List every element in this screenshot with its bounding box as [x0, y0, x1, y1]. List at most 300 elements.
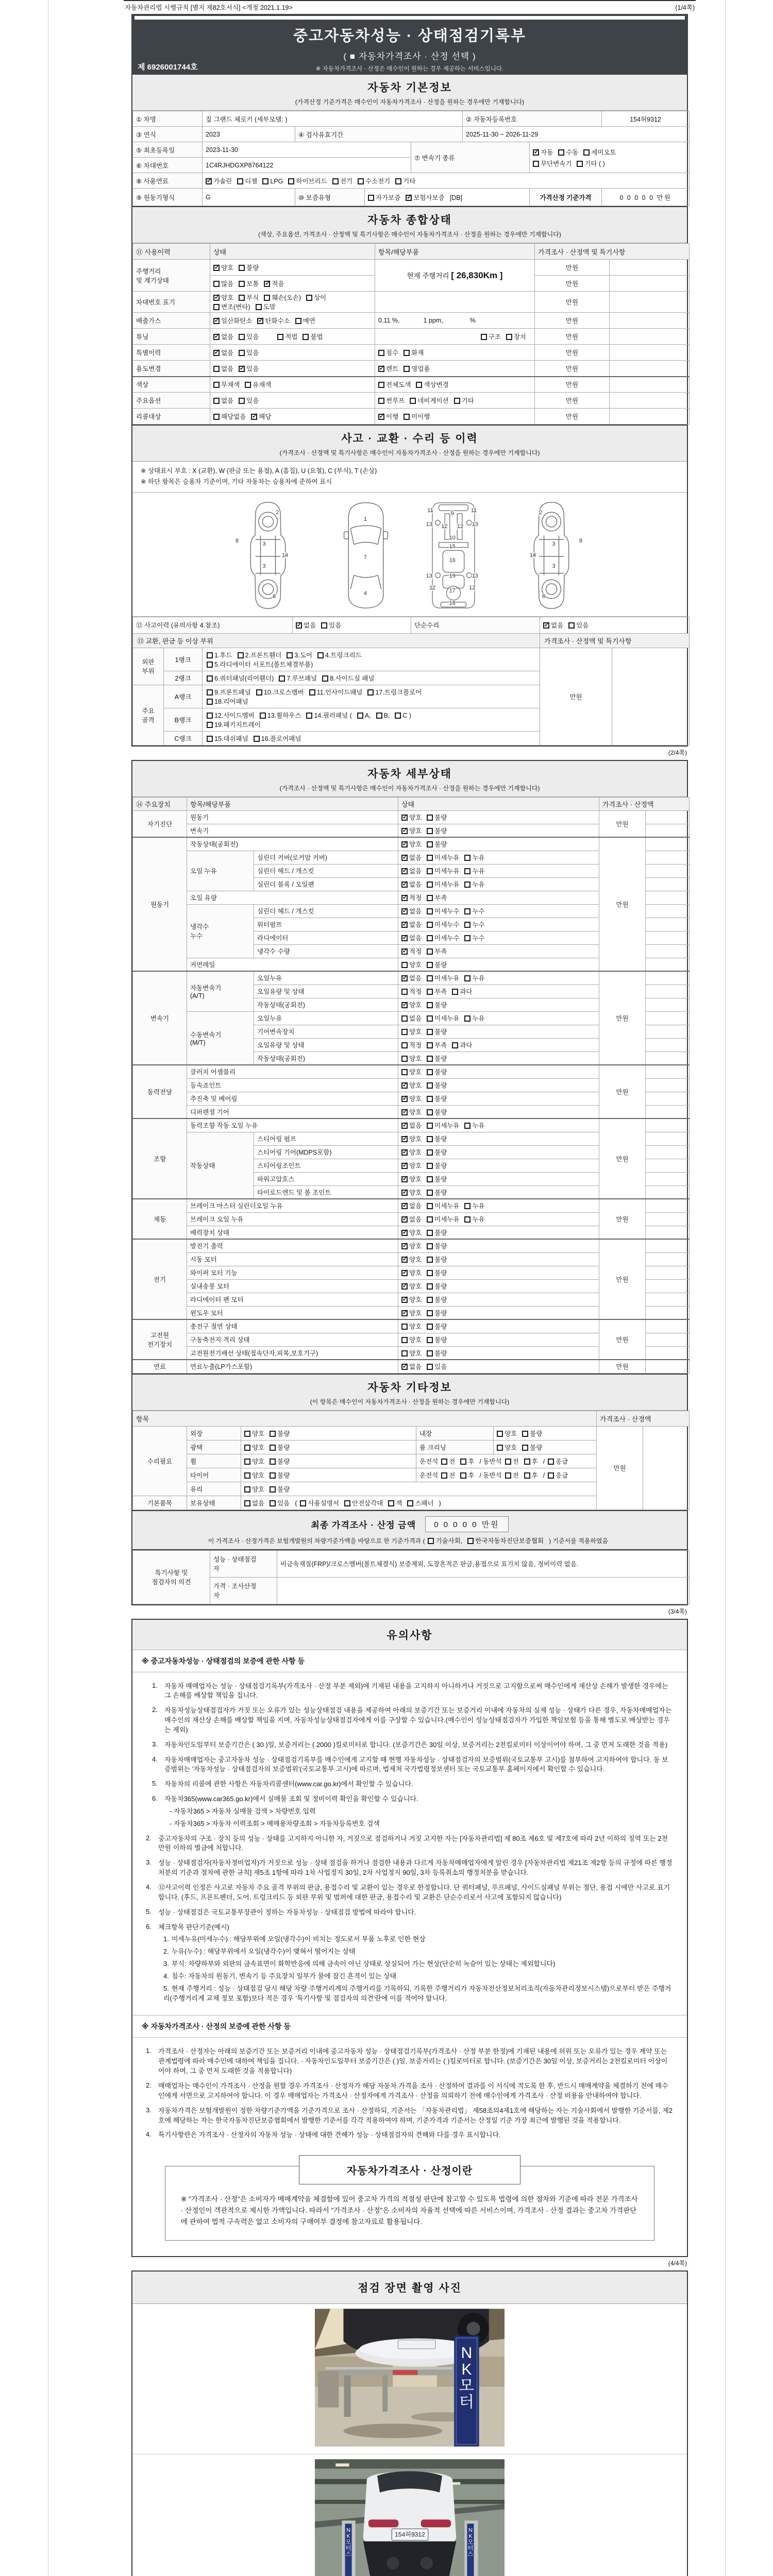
- checkbox-icon[interactable]: [427, 1015, 433, 1022]
- checkbox-icon[interactable]: [427, 935, 433, 941]
- checkbox-option[interactable]: ✓ 양호: [401, 1295, 422, 1304]
- checkbox-checked-icon[interactable]: [401, 1109, 408, 1115]
- checkbox-option[interactable]: 없음: [401, 1013, 422, 1023]
- checkbox-option[interactable]: 기술사회,: [428, 1536, 462, 1545]
- checkbox-icon[interactable]: [428, 1538, 434, 1544]
- checkbox-option[interactable]: 불량: [522, 1443, 542, 1452]
- checkbox-option[interactable]: 누유: [464, 1121, 484, 1130]
- checkbox-option[interactable]: 전: [441, 1470, 455, 1480]
- checkbox-checked-icon[interactable]: [378, 366, 384, 372]
- checkbox-option[interactable]: 불량: [270, 1429, 290, 1438]
- checkbox-option[interactable]: 부족: [427, 1040, 447, 1049]
- checkbox-checked-icon[interactable]: [543, 622, 549, 629]
- checkbox-icon[interactable]: [427, 1364, 433, 1370]
- checkbox-option[interactable]: ✓양호: [213, 293, 233, 302]
- checkbox-option[interactable]: 전체도색: [378, 380, 411, 389]
- checkbox-checked-icon[interactable]: [401, 841, 408, 848]
- checkbox-option[interactable]: 응급: [548, 1470, 568, 1480]
- checkbox-option[interactable]: 불량: [427, 1094, 447, 1103]
- checkbox-option[interactable]: 있음: [427, 1362, 447, 1371]
- checkbox-option[interactable]: 누유: [464, 879, 484, 889]
- checkbox-icon[interactable]: [395, 713, 401, 719]
- checkbox-icon[interactable]: [427, 1123, 433, 1129]
- checkbox-option[interactable]: 불량: [427, 1134, 447, 1143]
- checkbox-icon[interactable]: [464, 908, 470, 914]
- checkbox-option[interactable]: 15.대쉬패널: [207, 734, 248, 743]
- checkbox-option[interactable]: 9.프론트패널: [207, 687, 251, 697]
- checkbox-checked-icon[interactable]: [378, 414, 384, 420]
- checkbox-checked-icon[interactable]: [401, 1216, 408, 1223]
- checkbox-icon[interactable]: [256, 689, 262, 696]
- checkbox-icon[interactable]: [239, 334, 245, 340]
- checkbox-icon[interactable]: [239, 350, 245, 356]
- checkbox-checked-icon[interactable]: [401, 1297, 408, 1303]
- checkbox-icon[interactable]: [207, 652, 213, 658]
- checkbox-icon[interactable]: [238, 652, 244, 658]
- checkbox-icon[interactable]: [427, 1176, 433, 1182]
- checkbox-option[interactable]: 불량: [522, 1429, 542, 1438]
- checkbox-option[interactable]: 적정: [401, 1040, 422, 1049]
- checkbox-icon[interactable]: [427, 908, 433, 914]
- checkbox-icon[interactable]: [213, 382, 220, 388]
- checkbox-icon[interactable]: [452, 989, 458, 995]
- checkbox-option[interactable]: 부족: [427, 946, 447, 956]
- checkbox-icon[interactable]: [427, 1257, 433, 1263]
- checkbox-icon[interactable]: [256, 304, 262, 310]
- checkbox-icon[interactable]: [427, 948, 433, 955]
- checkbox-option[interactable]: ✓ 일산화탄소: [213, 316, 252, 325]
- checkbox-icon[interactable]: [568, 622, 575, 629]
- checkbox-checked-icon[interactable]: [401, 1283, 408, 1290]
- checkbox-icon[interactable]: [427, 1243, 433, 1249]
- checkbox-checked-icon[interactable]: [401, 1082, 408, 1089]
- checkbox-icon[interactable]: [213, 398, 220, 404]
- checkbox-option[interactable]: 불량: [427, 1295, 447, 1304]
- checkbox-option[interactable]: ✓ 양호: [401, 1147, 422, 1157]
- checkbox-option[interactable]: 양호: [244, 1484, 264, 1494]
- checkbox-icon[interactable]: [277, 334, 283, 340]
- checkbox-option[interactable]: 불량: [427, 839, 447, 849]
- checkbox-icon[interactable]: [378, 398, 384, 404]
- checkbox-option[interactable]: ✓ 적정: [401, 946, 422, 956]
- checkbox-option[interactable]: ✓ 양호: [401, 1281, 422, 1291]
- checkbox-icon[interactable]: [244, 1445, 250, 1451]
- checkbox-option[interactable]: ✓ 양호: [401, 1080, 422, 1090]
- checkbox-checked-icon[interactable]: [401, 1230, 408, 1236]
- checkbox-icon[interactable]: [427, 1283, 433, 1290]
- checkbox-icon[interactable]: [344, 1500, 350, 1506]
- checkbox-icon[interactable]: [427, 1297, 433, 1303]
- checkbox-checked-icon[interactable]: [401, 1243, 408, 1249]
- checkbox-checked-icon[interactable]: [401, 908, 408, 914]
- checkbox-option[interactable]: ✓ 없음: [401, 879, 422, 889]
- checkbox-icon[interactable]: [213, 304, 220, 310]
- checkbox-checked-icon[interactable]: [401, 1149, 408, 1156]
- checkbox-option[interactable]: 불량: [427, 1067, 447, 1076]
- checkbox-option[interactable]: 불량: [270, 1470, 290, 1480]
- checkbox-option[interactable]: 양호: [401, 1348, 422, 1358]
- checkbox-option[interactable]: 4.트렁크리드: [317, 650, 362, 659]
- checkbox-icon[interactable]: [427, 1216, 433, 1223]
- checkbox-icon[interactable]: [237, 178, 243, 184]
- checkbox-option[interactable]: 보통: [239, 279, 259, 288]
- checkbox-option[interactable]: ✓ 없음: [543, 620, 563, 630]
- checkbox-option[interactable]: 미세누유: [427, 879, 459, 889]
- checkbox-option[interactable]: 훼손(오손): [264, 293, 301, 302]
- checkbox-option[interactable]: B,: [376, 712, 390, 719]
- checkbox-icon[interactable]: [395, 178, 401, 184]
- checkbox-option[interactable]: 불량: [427, 1161, 447, 1170]
- checkbox-icon[interactable]: [427, 1029, 433, 1035]
- checkbox-option[interactable]: ✓ 양호: [401, 1094, 422, 1103]
- checkbox-option[interactable]: A,: [357, 712, 371, 719]
- checkbox-option[interactable]: 누수: [464, 906, 484, 916]
- checkbox-option[interactable]: 부식: [239, 293, 259, 302]
- checkbox-option[interactable]: ✓ 보험사보증: [406, 193, 444, 202]
- checkbox-checked-icon[interactable]: [206, 178, 212, 184]
- checkbox-option[interactable]: 디젤: [237, 176, 257, 185]
- checkbox-option[interactable]: 미세누유: [427, 1121, 459, 1130]
- checkbox-option[interactable]: ✓ 양호: [401, 1174, 422, 1183]
- checkbox-option[interactable]: 양호: [244, 1443, 264, 1452]
- checkbox-option[interactable]: 불량: [427, 1080, 447, 1090]
- checkbox-option[interactable]: ✓ 없음: [401, 906, 422, 916]
- checkbox-option[interactable]: 7.루브패널: [279, 673, 317, 683]
- checkbox-option[interactable]: 자가보증: [368, 193, 400, 202]
- checkbox-icon[interactable]: [244, 1472, 250, 1479]
- checkbox-option[interactable]: 18.리어패널: [207, 697, 248, 706]
- checkbox-option[interactable]: 불량: [427, 960, 447, 969]
- checkbox-option[interactable]: ✓ 없음: [401, 866, 422, 875]
- checkbox-checked-icon[interactable]: [401, 1096, 408, 1102]
- checkbox-icon[interactable]: [270, 1472, 276, 1479]
- checkbox-icon[interactable]: [270, 1500, 276, 1506]
- checkbox-icon[interactable]: [264, 295, 270, 301]
- checkbox-icon[interactable]: [358, 178, 364, 184]
- checkbox-option[interactable]: 12.사이드멤버: [207, 710, 255, 720]
- checkbox-option[interactable]: 무단변속기: [533, 159, 572, 168]
- checkbox-icon[interactable]: [464, 935, 470, 941]
- checkbox-icon[interactable]: [464, 1216, 470, 1223]
- checkbox-option[interactable]: 사용설명서: [300, 1498, 339, 1507]
- checkbox-option[interactable]: 누수: [464, 933, 484, 942]
- checkbox-option[interactable]: 불량: [270, 1484, 290, 1494]
- checkbox-checked-icon[interactable]: [213, 265, 220, 271]
- checkbox-option[interactable]: ✓ 적정: [401, 893, 422, 902]
- checkbox-option[interactable]: ✓ 양호: [401, 826, 422, 835]
- checkbox-option[interactable]: 후: [524, 1456, 538, 1466]
- checkbox-option[interactable]: 없음: [213, 364, 233, 373]
- checkbox-option[interactable]: 양호: [497, 1443, 517, 1452]
- checkbox-icon[interactable]: [309, 689, 315, 696]
- checkbox-checked-icon[interactable]: [401, 1002, 408, 1008]
- checkbox-option[interactable]: ✓ 없음: [401, 933, 422, 942]
- checkbox-option[interactable]: 수소전기: [358, 176, 390, 185]
- checkbox-option[interactable]: 미세누수: [427, 906, 459, 916]
- checkbox-option[interactable]: ✓ 없음: [213, 332, 233, 341]
- checkbox-checked-icon[interactable]: [401, 1123, 408, 1129]
- checkbox-icon[interactable]: [427, 1042, 433, 1048]
- checkbox-checked-icon[interactable]: [401, 948, 408, 955]
- checkbox-icon[interactable]: [454, 398, 460, 404]
- checkbox-checked-icon[interactable]: [401, 1310, 408, 1316]
- checkbox-option[interactable]: 구조: [481, 332, 501, 341]
- checkbox-option[interactable]: 있음: [568, 620, 589, 630]
- checkbox-option[interactable]: ✓ 양호: [401, 1000, 422, 1009]
- checkbox-icon[interactable]: [460, 1459, 466, 1465]
- checkbox-icon[interactable]: [427, 1270, 433, 1276]
- checkbox-icon[interactable]: [427, 855, 433, 861]
- checkbox-icon[interactable]: [427, 1069, 433, 1075]
- checkbox-icon[interactable]: [427, 1190, 433, 1196]
- checkbox-option[interactable]: 하이브리드: [288, 176, 327, 185]
- checkbox-option[interactable]: ✓ 양호: [401, 1268, 422, 1277]
- checkbox-checked-icon[interactable]: [401, 1203, 408, 1209]
- checkbox-option[interactable]: C ): [395, 712, 411, 719]
- checkbox-option[interactable]: ✓ 렌트: [378, 364, 398, 373]
- checkbox-checked-icon[interactable]: [213, 295, 220, 301]
- checkbox-option[interactable]: ✓ 있음: [239, 364, 259, 373]
- checkbox-option[interactable]: 변조(변타): [213, 302, 250, 311]
- checkbox-icon[interactable]: [300, 1500, 306, 1506]
- checkbox-option[interactable]: 과다: [452, 987, 472, 996]
- checkbox-option[interactable]: 세미오토: [583, 147, 616, 157]
- checkbox-checked-icon[interactable]: [401, 1190, 408, 1196]
- checkbox-icon[interactable]: [427, 1002, 433, 1008]
- checkbox-option[interactable]: 장치: [506, 332, 526, 341]
- checkbox-option[interactable]: 기타 ( ): [577, 159, 604, 168]
- checkbox-option[interactable]: 누유: [464, 1013, 484, 1023]
- checkbox-option[interactable]: ✓ 없음: [401, 1201, 422, 1210]
- checkbox-option[interactable]: 전: [441, 1456, 455, 1466]
- checkbox-option[interactable]: 불량: [270, 1456, 290, 1466]
- checkbox-option[interactable]: 양호: [244, 1456, 264, 1466]
- checkbox-checked-icon[interactable]: [401, 895, 408, 901]
- checkbox-option[interactable]: 부족: [427, 987, 447, 996]
- checkbox-icon[interactable]: [427, 1203, 433, 1209]
- checkbox-icon[interactable]: [207, 689, 213, 696]
- checkbox-icon[interactable]: [427, 1163, 433, 1169]
- checkbox-option[interactable]: 불량: [427, 1147, 447, 1157]
- checkbox-checked-icon[interactable]: [401, 1163, 408, 1169]
- checkbox-option[interactable]: 불량: [427, 1348, 447, 1358]
- checkbox-icon[interactable]: [464, 922, 470, 928]
- checkbox-icon[interactable]: [583, 149, 590, 156]
- checkbox-icon[interactable]: [401, 1324, 408, 1330]
- checkbox-option[interactable]: 미이행: [404, 412, 430, 421]
- checkbox-icon[interactable]: [401, 962, 408, 968]
- checkbox-checked-icon[interactable]: [213, 334, 220, 340]
- checkbox-option[interactable]: 전: [505, 1470, 519, 1480]
- checkbox-icon[interactable]: [287, 652, 293, 658]
- checkbox-option[interactable]: 누유: [464, 973, 484, 982]
- checkbox-option[interactable]: 불량: [427, 812, 447, 822]
- checkbox-checked-icon[interactable]: [401, 868, 408, 874]
- checkbox-option[interactable]: ✓ 탄화수소: [257, 316, 290, 325]
- checkbox-option[interactable]: ✓ 양호: [401, 1188, 422, 1197]
- checkbox-icon[interactable]: [239, 265, 245, 271]
- checkbox-icon[interactable]: [407, 1500, 413, 1506]
- checkbox-icon[interactable]: [464, 882, 470, 888]
- checkbox-icon[interactable]: [427, 989, 433, 995]
- checkbox-icon[interactable]: [464, 868, 470, 874]
- checkbox-icon[interactable]: [239, 295, 245, 301]
- checkbox-icon[interactable]: [207, 662, 213, 668]
- checkbox-option[interactable]: 불량: [427, 1054, 447, 1063]
- checkbox-icon[interactable]: [317, 652, 324, 658]
- checkbox-checked-icon[interactable]: [239, 366, 245, 372]
- checkbox-option[interactable]: 미세누유: [427, 1214, 459, 1224]
- checkbox-icon[interactable]: [524, 1472, 530, 1479]
- checkbox-option[interactable]: 도말: [256, 302, 276, 311]
- checkbox-icon[interactable]: [481, 334, 487, 340]
- checkbox-icon[interactable]: [427, 1310, 433, 1316]
- checkbox-icon[interactable]: [295, 318, 301, 324]
- checkbox-option[interactable]: 19.패키지트레이: [207, 720, 261, 729]
- checkbox-option[interactable]: 누유: [464, 1201, 484, 1210]
- checkbox-option[interactable]: 불량: [427, 1188, 447, 1197]
- checkbox-checked-icon[interactable]: [296, 622, 302, 629]
- checkbox-option[interactable]: ✓ 양호: [401, 1134, 422, 1143]
- checkbox-option[interactable]: 불량: [427, 1335, 447, 1344]
- checkbox-icon[interactable]: [260, 713, 266, 719]
- checkbox-icon[interactable]: [505, 1459, 511, 1465]
- checkbox-option[interactable]: ✓ 없음: [401, 920, 422, 929]
- checkbox-icon[interactable]: [244, 1486, 250, 1493]
- checkbox-icon[interactable]: [497, 1445, 503, 1451]
- checkbox-checked-icon[interactable]: [401, 922, 408, 928]
- checkbox-icon[interactable]: [427, 922, 433, 928]
- checkbox-option[interactable]: ✓ 없음: [401, 1214, 422, 1224]
- checkbox-icon[interactable]: [464, 1123, 470, 1129]
- checkbox-option[interactable]: ✓양호: [213, 263, 233, 272]
- checkbox-icon[interactable]: [401, 1337, 408, 1343]
- checkbox-option[interactable]: 누유: [464, 853, 484, 862]
- checkbox-option[interactable]: 13.휠하우스: [260, 710, 301, 720]
- checkbox-icon[interactable]: [244, 1500, 250, 1506]
- checkbox-checked-icon[interactable]: [251, 414, 257, 420]
- checkbox-option[interactable]: 6.쿼터패널(리어휀더): [207, 673, 274, 683]
- checkbox-option[interactable]: ✓ 양호: [401, 839, 422, 849]
- checkbox-option[interactable]: 3.도어: [287, 650, 312, 659]
- checkbox-option[interactable]: 기타: [454, 396, 474, 405]
- checkbox-icon[interactable]: [262, 178, 268, 184]
- checkbox-icon[interactable]: [505, 1472, 511, 1479]
- checkbox-option[interactable]: 불량: [427, 1228, 447, 1237]
- checkbox-icon[interactable]: [427, 975, 433, 981]
- checkbox-checked-icon[interactable]: [401, 1364, 408, 1370]
- checkbox-option[interactable]: 불량: [427, 1268, 447, 1277]
- checkbox-icon[interactable]: [427, 828, 433, 834]
- checkbox-icon[interactable]: [427, 868, 433, 874]
- checkbox-option[interactable]: ✓ 적음: [264, 279, 284, 288]
- checkbox-option[interactable]: 미세누수: [427, 933, 459, 942]
- checkbox-icon[interactable]: [410, 398, 416, 404]
- checkbox-icon[interactable]: [427, 841, 433, 848]
- checkbox-option[interactable]: 미세누유: [427, 1201, 459, 1210]
- checkbox-option[interactable]: 양호: [244, 1470, 264, 1480]
- checkbox-icon[interactable]: [427, 815, 433, 821]
- checkbox-option[interactable]: 없음: [213, 396, 233, 405]
- checkbox-option[interactable]: 상이: [306, 293, 326, 302]
- checkbox-icon[interactable]: [427, 895, 433, 901]
- checkbox-icon[interactable]: [404, 350, 410, 356]
- checkbox-option[interactable]: ✓ 없음: [296, 620, 316, 630]
- checkbox-icon[interactable]: [506, 334, 512, 340]
- checkbox-checked-icon[interactable]: [401, 815, 408, 821]
- checkbox-option[interactable]: ✓ 양호: [401, 1255, 422, 1264]
- checkbox-option[interactable]: 전기: [332, 176, 352, 185]
- checkbox-icon[interactable]: [303, 334, 309, 340]
- checkbox-option[interactable]: ✓ 양호: [401, 1308, 422, 1317]
- checkbox-option[interactable]: 한국자동차진단보증협회: [467, 1536, 544, 1545]
- checkbox-option[interactable]: ✓ 양호: [401, 1228, 422, 1237]
- checkbox-option[interactable]: 없음: [244, 1498, 264, 1507]
- checkbox-icon[interactable]: [288, 178, 294, 184]
- checkbox-option[interactable]: 누수: [464, 920, 484, 929]
- checkbox-icon[interactable]: [427, 1056, 433, 1062]
- checkbox-icon[interactable]: [464, 1015, 470, 1022]
- checkbox-icon[interactable]: [401, 1015, 408, 1022]
- checkbox-icon[interactable]: [558, 149, 564, 156]
- checkbox-option[interactable]: 양호: [244, 1429, 264, 1438]
- checkbox-icon[interactable]: [427, 1324, 433, 1330]
- checkbox-option[interactable]: 응급: [548, 1456, 568, 1466]
- checkbox-option[interactable]: 10.크로스멤버: [256, 687, 304, 697]
- checkbox-icon[interactable]: [497, 1431, 503, 1437]
- checkbox-icon[interactable]: [441, 1459, 447, 1465]
- checkbox-icon[interactable]: [270, 1431, 276, 1437]
- checkbox-option[interactable]: 후: [460, 1470, 474, 1480]
- checkbox-option[interactable]: ✓ 없음: [401, 853, 422, 862]
- checkbox-icon[interactable]: [524, 1459, 530, 1465]
- checkbox-option[interactable]: 미세누유: [427, 973, 459, 982]
- checkbox-icon[interactable]: [401, 1056, 408, 1062]
- checkbox-icon[interactable]: [388, 1500, 394, 1506]
- checkbox-option[interactable]: 침수: [378, 348, 398, 357]
- checkbox-checked-icon[interactable]: [257, 318, 263, 324]
- checkbox-icon[interactable]: [254, 736, 260, 742]
- checkbox-checked-icon[interactable]: [406, 195, 412, 201]
- checkbox-option[interactable]: ✓ 가솔린: [206, 176, 232, 185]
- checkbox-option[interactable]: LPG: [262, 178, 283, 185]
- checkbox-icon[interactable]: [207, 699, 213, 705]
- checkbox-option[interactable]: 1.후드: [207, 650, 232, 659]
- checkbox-option[interactable]: 양호: [401, 1067, 422, 1076]
- checkbox-icon[interactable]: [332, 178, 339, 184]
- checkbox-icon[interactable]: [245, 382, 251, 388]
- checkbox-option[interactable]: 화재: [404, 348, 424, 357]
- checkbox-option[interactable]: 유채색: [245, 380, 271, 389]
- checkbox-option[interactable]: ✓ 양호: [401, 1107, 422, 1116]
- checkbox-option[interactable]: 무채색: [213, 380, 240, 389]
- checkbox-icon[interactable]: [464, 975, 470, 981]
- checkbox-icon[interactable]: [213, 414, 220, 420]
- checkbox-checked-icon[interactable]: [213, 318, 220, 324]
- checkbox-option[interactable]: 16.플로어패널: [254, 734, 301, 743]
- checkbox-option[interactable]: 많음: [213, 279, 233, 288]
- checkbox-checked-icon[interactable]: [401, 828, 408, 834]
- checkbox-icon[interactable]: [467, 1538, 474, 1544]
- checkbox-option[interactable]: 불량: [427, 1255, 447, 1264]
- checkbox-icon[interactable]: [244, 1431, 250, 1437]
- checkbox-icon[interactable]: [522, 1431, 528, 1437]
- checkbox-option[interactable]: 누유: [464, 1214, 484, 1224]
- checkbox-icon[interactable]: [427, 1350, 433, 1357]
- checkbox-option[interactable]: ✓ 없음: [401, 1121, 422, 1130]
- checkbox-icon[interactable]: [404, 414, 410, 420]
- checkbox-icon[interactable]: [270, 1459, 276, 1465]
